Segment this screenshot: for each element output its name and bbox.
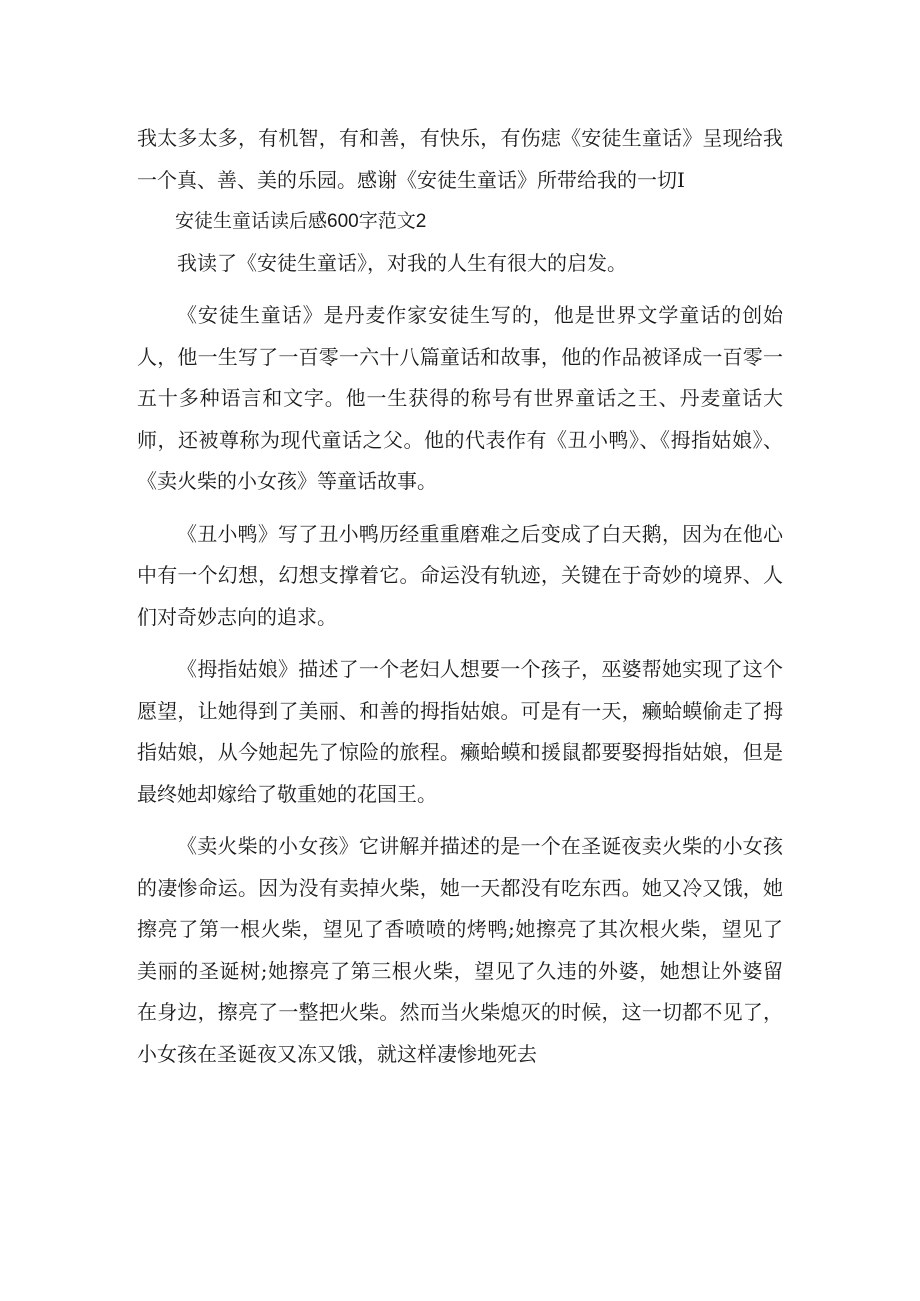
paragraph-about-andersen: 《安徒生童话》是丹麦作家安徒生写的，他是世界文学童话的创始人，他一生写了一百零一六十八篇童话和故事，他的作品被译成一百零一五十多种语言和文字。他一生获得的称号有世界童话之王、丹麦童话大师，还被尊称为现代童话之父。他的代表作有《丑小鸭》、《拇指姑娘》、《卖火柴的小女孩》等童话故事。 xyxy=(137,303,783,493)
paragraph-ugly-duckling: 《丑小鸭》写了丑小鸭历经重重磨难之后变成了白天鹅，因为在他心中有一个幻想，幻想支撑着它。命运没有轨迹，关键在于奇妙的境界、人们对奇妙志向的追求。 xyxy=(137,521,783,629)
paragraph-gap xyxy=(137,638,783,649)
section-heading: 安徒生童话读后感600字范文2 xyxy=(175,211,427,232)
paragraph-gap xyxy=(137,815,783,826)
paragraph-gap xyxy=(137,503,783,514)
paragraph-intro: 我读了《安徒生童话》，对我的人生有很大的启发。 xyxy=(177,250,627,275)
paragraph-thumbelina: 《拇指姑娘》描述了一个老妇人想要一个孩子，巫婆帮她实现了这个愿望，让她得到了美丽、和善的拇指姑娘。可是有一天，癞蛤蟆偷走了拇指姑娘，从今她起先了惊险的旅程。癞蛤蟆和援鼠都要娶拇指姑娘，但是最终她却嫁给了敬重她的花国王。 xyxy=(137,657,783,806)
paragraph-match-girl: 《卖火柴的小女孩》它讲解并描述的是一个在圣诞夜卖火柴的小女孩的凄惨命运。因为没有卖掉火柴，她一天都没有吃东西。她又冷又饿，她擦亮了第一根火柴，望见了香喷喷的烤鸭;她擦亮了其次根火柴，望见了美丽的圣诞树;她擦亮了第三根火柴，望见了久违的外婆，她想让外婆留在身边，擦亮了一整把火柴。然而当火柴熄灭的时候，这一切都不见了，小女孩在圣诞夜又冻又饿，就这样凄惨地死去 xyxy=(137,834,783,1066)
document-body xyxy=(137,118,783,1075)
paragraph-continuation: 我太多太多，有机智，有和善，有快乐，有伤痣《安徒生童话》呈现给我一个真、善、美的乐园。感谢《安徒生童话》所带给我的一切I xyxy=(137,126,783,192)
paragraph-gap xyxy=(137,284,783,295)
